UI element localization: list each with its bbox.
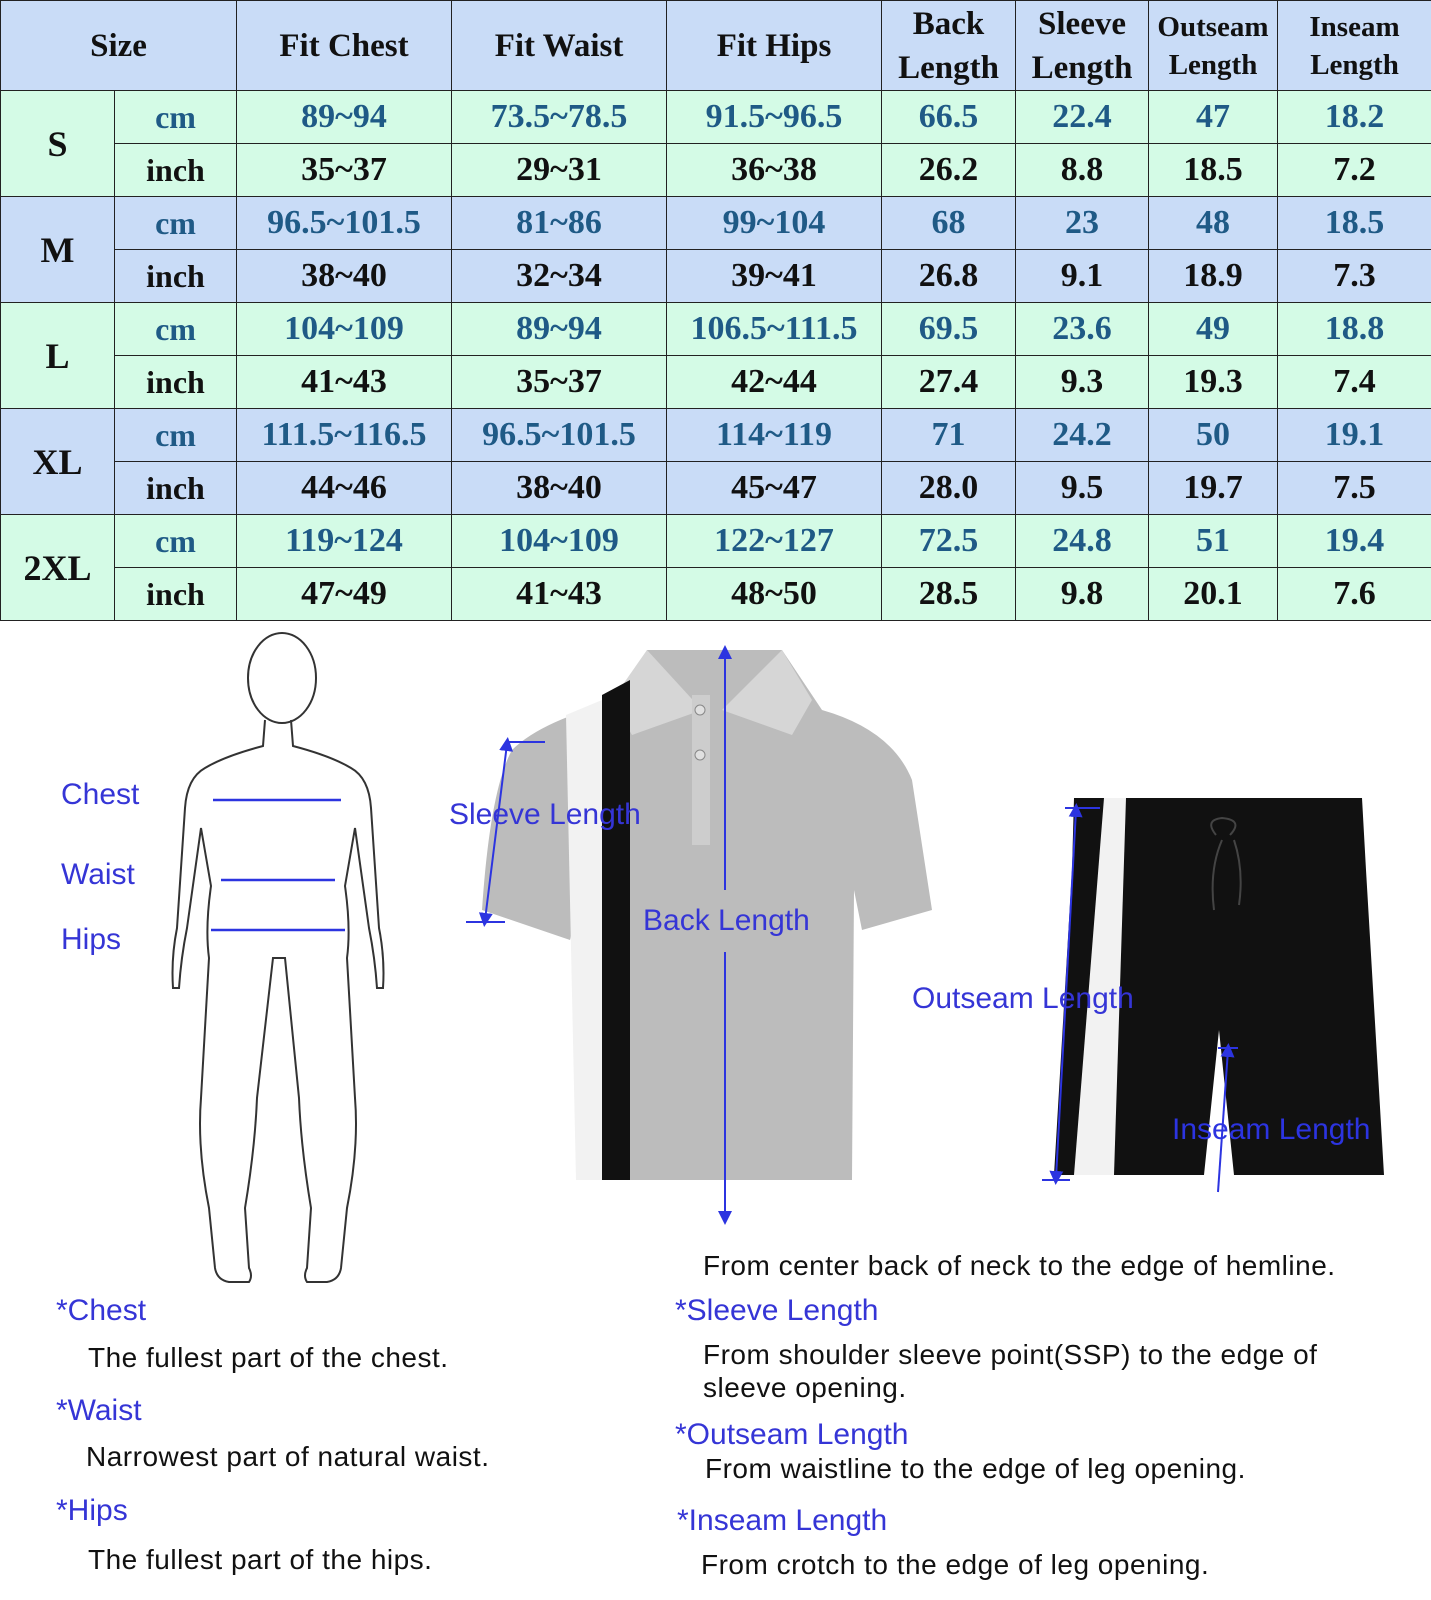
table-cell: 22.4 xyxy=(1016,91,1149,144)
table-cell: 66.5 xyxy=(882,91,1016,144)
table-row-m-inch xyxy=(1,250,1431,303)
table-cell: 19.3 xyxy=(1149,356,1278,409)
inseam-length-definition-text: From crotch to the edge of leg opening. xyxy=(701,1549,1210,1580)
table-cell: 41~43 xyxy=(452,568,667,621)
inseam-length-definition-title: *Inseam Length xyxy=(677,1504,888,1537)
header-fit-chest: Fit Chest xyxy=(237,1,452,91)
table-cell: 29~31 xyxy=(452,144,667,197)
table-cell: 72.5 xyxy=(882,515,1016,568)
table-row-l-inch xyxy=(1,356,1431,409)
table-cell: 44~46 xyxy=(237,462,452,515)
table-cell: 111.5~116.5 xyxy=(237,409,452,462)
table-cell: 20.1 xyxy=(1149,568,1278,621)
table-cell: 122~127 xyxy=(667,515,882,568)
sleeve-length-definition-text: From shoulder sleeve point(SSP) to the edge of sleeve opening. xyxy=(703,1339,1318,1403)
table-cell: 71 xyxy=(882,409,1016,462)
header-size: Size xyxy=(1,1,237,91)
unit-inch: inch xyxy=(115,144,237,197)
table-cell: 28.5 xyxy=(882,568,1016,621)
table-cell: 38~40 xyxy=(452,462,667,515)
table-cell: 119~124 xyxy=(237,515,452,568)
table-cell: 47 xyxy=(1149,91,1278,144)
unit-cm: cm xyxy=(115,409,237,462)
table-cell: 9.8 xyxy=(1016,568,1149,621)
hips-label: Hips xyxy=(61,923,122,956)
table-row-l-cm xyxy=(1,303,1431,356)
table-cell: 26.8 xyxy=(882,250,1016,303)
table-cell: 41~43 xyxy=(237,356,452,409)
waist-definition-title: *Waist xyxy=(56,1394,142,1427)
unit-inch: inch xyxy=(115,462,237,515)
table-cell: 91.5~96.5 xyxy=(667,91,882,144)
table-cell: 35~37 xyxy=(452,356,667,409)
table-cell: 36~38 xyxy=(667,144,882,197)
table-cell: 7.5 xyxy=(1278,462,1431,515)
table-row-s-cm xyxy=(1,91,1431,144)
hips-definition-text: The fullest part of the hips. xyxy=(88,1544,433,1575)
table-cell: 7.6 xyxy=(1278,568,1431,621)
table-cell: 47~49 xyxy=(237,568,452,621)
table-cell: 7.3 xyxy=(1278,250,1431,303)
table-cell: 45~47 xyxy=(667,462,882,515)
header-inseam-length: Inseam Length xyxy=(1278,1,1431,91)
table-cell: 9.1 xyxy=(1016,250,1149,303)
table-cell: 89~94 xyxy=(237,91,452,144)
table-cell: 48 xyxy=(1149,197,1278,250)
table-cell: 39~41 xyxy=(667,250,882,303)
sleeve-length-definition-title: *Sleeve Length xyxy=(675,1294,879,1327)
chest-definition-text: The fullest part of the chest. xyxy=(88,1342,449,1373)
table-row-2xl-inch xyxy=(1,568,1431,621)
unit-cm: cm xyxy=(115,515,237,568)
table-cell: 49 xyxy=(1149,303,1278,356)
size-chart-table xyxy=(0,0,1431,621)
unit-cm: cm xyxy=(115,91,237,144)
table-cell: 28.0 xyxy=(882,462,1016,515)
size-cell-m: M xyxy=(1,197,115,303)
waist-label: Waist xyxy=(61,858,135,891)
table-cell: 9.3 xyxy=(1016,356,1149,409)
table-cell: 9.5 xyxy=(1016,462,1149,515)
chest-label: Chest xyxy=(61,778,140,811)
table-cell: 24.8 xyxy=(1016,515,1149,568)
table-cell: 18.5 xyxy=(1278,197,1431,250)
table-cell: 18.9 xyxy=(1149,250,1278,303)
table-cell: 8.8 xyxy=(1016,144,1149,197)
table-cell: 19.1 xyxy=(1278,409,1431,462)
table-row-s-inch xyxy=(1,144,1431,197)
table-cell: 19.4 xyxy=(1278,515,1431,568)
table-cell: 7.4 xyxy=(1278,356,1431,409)
table-cell: 96.5~101.5 xyxy=(452,409,667,462)
table-cell: 104~109 xyxy=(237,303,452,356)
header-fit-waist: Fit Waist xyxy=(452,1,667,91)
table-cell: 51 xyxy=(1149,515,1278,568)
table-cell: 50 xyxy=(1149,409,1278,462)
body-outline-figure xyxy=(165,628,415,1293)
unit-inch: inch xyxy=(115,250,237,303)
table-cell: 18.2 xyxy=(1278,91,1431,144)
table-cell: 106.5~111.5 xyxy=(667,303,882,356)
outseam-length-definition-text: From waistline to the edge of leg opening. xyxy=(705,1453,1246,1484)
table-cell: 69.5 xyxy=(882,303,1016,356)
table-cell: 68 xyxy=(882,197,1016,250)
unit-inch: inch xyxy=(115,356,237,409)
table-cell: 26.2 xyxy=(882,144,1016,197)
table-row-2xl-cm xyxy=(1,515,1431,568)
table-cell: 23 xyxy=(1016,197,1149,250)
chest-definition-title: *Chest xyxy=(56,1294,147,1327)
unit-cm: cm xyxy=(115,197,237,250)
size-cell-2xl: 2XL xyxy=(1,515,115,621)
header-back-length: Back Length xyxy=(882,1,1016,91)
table-cell: 7.2 xyxy=(1278,144,1431,197)
table-cell: 96.5~101.5 xyxy=(237,197,452,250)
table-row-m-cm xyxy=(1,197,1431,250)
table-cell: 38~40 xyxy=(237,250,452,303)
waist-definition-text: Narrowest part of natural waist. xyxy=(86,1441,490,1472)
table-cell: 23.6 xyxy=(1016,303,1149,356)
table-cell: 81~86 xyxy=(452,197,667,250)
header-outseam-length: Outseam Length xyxy=(1149,1,1278,91)
table-cell: 89~94 xyxy=(452,303,667,356)
unit-inch: inch xyxy=(115,568,237,621)
table-cell: 42~44 xyxy=(667,356,882,409)
size-cell-s: S xyxy=(1,91,115,197)
hips-definition-title: *Hips xyxy=(56,1494,128,1527)
table-cell: 73.5~78.5 xyxy=(452,91,667,144)
table-cell: 19.7 xyxy=(1149,462,1278,515)
header-fit-hips: Fit Hips xyxy=(667,1,882,91)
sleeve-length-label: Sleeve Length xyxy=(449,798,641,831)
table-cell: 114~119 xyxy=(667,409,882,462)
unit-cm: cm xyxy=(115,303,237,356)
table-row-xl-cm xyxy=(1,409,1431,462)
table-cell: 27.4 xyxy=(882,356,1016,409)
header-sleeve-length: Sleeve Length xyxy=(1016,1,1149,91)
table-cell: 48~50 xyxy=(667,568,882,621)
table-cell: 104~109 xyxy=(452,515,667,568)
table-cell: 18.8 xyxy=(1278,303,1431,356)
table-cell: 99~104 xyxy=(667,197,882,250)
outseam-length-label: Outseam Length xyxy=(912,982,1134,1015)
table-cell: 32~34 xyxy=(452,250,667,303)
back-length-label: Back Length xyxy=(643,904,810,937)
outseam-length-definition-title: *Outseam Length xyxy=(675,1418,909,1451)
inseam-length-label: Inseam Length xyxy=(1172,1113,1371,1146)
size-cell-l: L xyxy=(1,303,115,409)
table-header-row xyxy=(1,1,1431,91)
back-length-definition-text: From center back of neck to the edge of hemline. xyxy=(703,1250,1336,1281)
table-row-xl-inch xyxy=(1,462,1431,515)
table-cell: 24.2 xyxy=(1016,409,1149,462)
table-cell: 35~37 xyxy=(237,144,452,197)
size-cell-xl: XL xyxy=(1,409,115,515)
table-cell: 18.5 xyxy=(1149,144,1278,197)
